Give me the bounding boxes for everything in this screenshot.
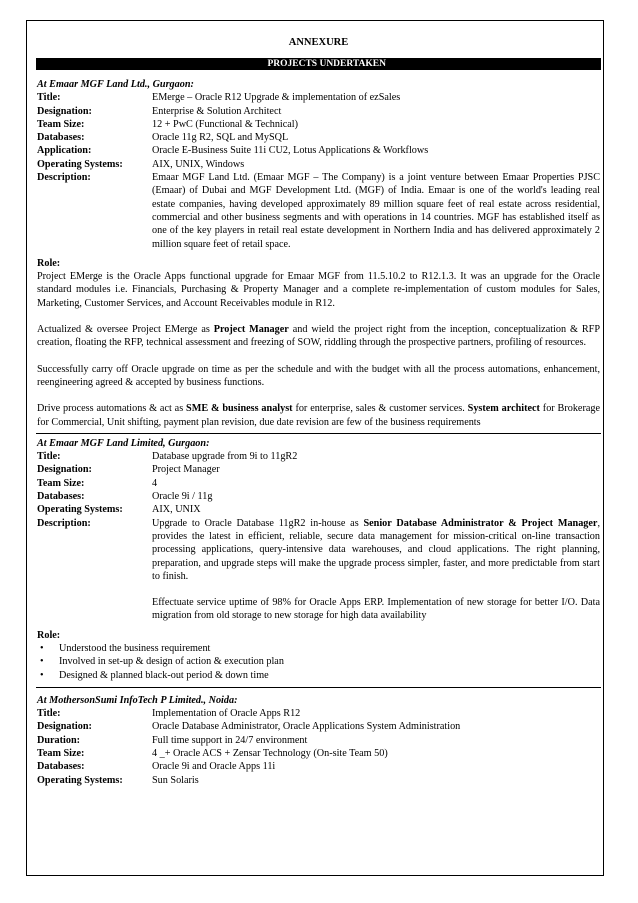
field-value: Oracle 9i / 11g xyxy=(152,491,213,503)
field-label: Team Size: xyxy=(37,477,85,489)
role-paragraph: Successfully carry off Oracle upgrade on time as per the schedule and with the budget with all the process automations, enhancement, reengineering agreed & accepted by business functions. xyxy=(37,363,600,388)
field-application xyxy=(37,144,600,157)
field-team-size xyxy=(37,747,600,760)
role-paragraph: Project EMerge is the Oracle Apps functional upgrade for Emaar MGF from 11.5.10.2 to R12.1.3. It was an upgrade for the Oracle standard modules i.e. Financials, Purchasing & Property Manager and a complete re-implementation of custom modules for Sales, Marketing, Customer Services, and Account Receivables module in R12. xyxy=(37,271,600,309)
field-label: Team Size: xyxy=(37,748,85,760)
field-designation xyxy=(37,105,600,118)
field-value: Sun Solaris xyxy=(152,774,199,786)
document-body xyxy=(37,36,600,787)
role-list xyxy=(37,642,600,682)
role-heading: Role: xyxy=(37,629,61,641)
projects-banner: PROJECTS UNDERTAKEN xyxy=(36,58,601,70)
field-value: AIX, UNIX, Windows xyxy=(152,158,245,170)
field-value: Upgrade to Oracle Database 11gR2 in-house as Senior Database Administrator & Project Manager, provides the latest in efficient, reliable, secure data management for mission-critical on-line transaction processing applications, query-intensive data warehouses, and cloud applications. The right planning, preparation, and upgrade steps will make the upgrade process simpler, faster, and more predictable from start to finish. Effectuate service uptime of 98% for Oracle Apps ERP. Implementation of new storage for better I/O. Data migration from old storage to new storage for high data availability xyxy=(152,517,600,622)
field-value: Database upgrade from 9i to 11gR2 xyxy=(152,451,298,463)
field-label: Title: xyxy=(37,92,61,104)
field-operating-systems xyxy=(37,158,600,171)
annexure-heading: ANNEXURE xyxy=(288,37,349,48)
field-label: Application: xyxy=(37,145,92,157)
company-heading: At MothersonSumi InfoTech P Limited., Noida: xyxy=(37,694,238,706)
field-team-size xyxy=(37,477,600,490)
field-description xyxy=(37,171,600,251)
section-divider xyxy=(36,687,601,688)
field-label: Operating Systems: xyxy=(37,158,123,170)
role-paragraph: Drive process automations & act as SME & business analyst for enterprise, sales & customer services. System architect for Brokerage for Commercial, Unit shifting, payment plan revision, due date revision are few of the business requirements xyxy=(37,403,600,428)
field-value: Full time support in 24/7 environment xyxy=(152,734,308,746)
field-value: Implementation of Oracle Apps R12 xyxy=(152,708,301,720)
field-label: Designation: xyxy=(37,721,92,733)
field-label: Operating Systems: xyxy=(37,504,123,516)
field-description xyxy=(37,517,600,623)
field-label: Designation: xyxy=(37,464,92,476)
field-label: Databases: xyxy=(37,761,85,773)
field-value: Oracle Database Administrator, Oracle Applications System Administration xyxy=(152,721,461,733)
list-item: • Understood the business requirement xyxy=(37,642,600,655)
field-label: Duration: xyxy=(37,734,81,746)
field-value: AIX, UNIX xyxy=(152,504,201,516)
field-operating-systems xyxy=(37,503,600,516)
field-value: Enterprise & Solution Architect xyxy=(152,105,282,117)
field-team-size xyxy=(37,118,600,131)
field-duration xyxy=(37,734,600,747)
field-title xyxy=(37,450,600,463)
field-label: Description: xyxy=(37,172,91,184)
field-label: Databases: xyxy=(37,132,85,144)
section-divider xyxy=(36,433,601,434)
field-operating-systems xyxy=(37,774,600,787)
company-heading: At Emaar MGF Land Ltd., Gurgaon: xyxy=(37,79,194,90)
field-label: Databases: xyxy=(37,491,85,503)
company-heading: At Emaar MGF Land Limited, Gurgaon: xyxy=(37,437,210,449)
field-value: 4 _+ Oracle ACS + Zensar Technology (On-site Team 50) xyxy=(152,748,388,760)
field-label: Description: xyxy=(37,517,91,529)
field-label: Title: xyxy=(37,708,61,720)
project-emaar-db-upgrade xyxy=(37,437,600,682)
project-emaar-emerge xyxy=(37,78,600,429)
field-label: Title: xyxy=(37,451,61,463)
field-label: Team Size: xyxy=(37,118,85,130)
field-value: Oracle 11g R2, SQL and MySQL xyxy=(152,132,289,144)
field-title xyxy=(37,91,600,104)
field-value: EMerge – Oracle R12 Upgrade & implementation of ezSales xyxy=(152,92,401,104)
field-databases xyxy=(37,131,600,144)
field-value: 4 xyxy=(152,477,158,489)
field-value: Emaar MGF Land Ltd. (Emaar MGF – The Company) is a joint venture between Emaar Properties PJSC (Emaar) of Dubai and MGF Development Ltd. (MGF) of India. Emaar is one of the world's leading real estate companies, having developed approximately 89 million square feet of real estate across residential, commercial and other business segments and with operations in 14 countries. MGF has established itself as one of the key players in retail real estate development in Northern India and has delivered approximately 2 million square feet of retail space. xyxy=(152,172,600,250)
field-value: 12 + PwC (Functional & Technical) xyxy=(152,118,299,130)
list-item: • Designed & planned black-out period & down time xyxy=(37,669,600,682)
field-label: Designation: xyxy=(37,105,92,117)
project-motherson xyxy=(37,694,600,787)
role-paragraph: Actualized & oversee Project EMerge as Project Manager and wield the project right from the inception, conceptualization & RFP creation, floating the RFP, technical assessment and freezing of SOW, riddling through the prospective partners, profiling of resources. xyxy=(37,324,600,349)
field-value: Oracle E-Business Suite 11i CU2, Lotus Applications & Workflows xyxy=(152,145,429,157)
field-databases xyxy=(37,490,600,503)
field-designation xyxy=(37,720,600,733)
field-databases xyxy=(37,760,600,773)
field-value: Oracle 9i and Oracle Apps 11i xyxy=(152,761,276,773)
field-label: Operating Systems: xyxy=(37,774,123,786)
field-value: Project Manager xyxy=(152,464,220,476)
field-title xyxy=(37,707,600,720)
field-designation xyxy=(37,463,600,476)
role-heading: Role: xyxy=(37,257,61,269)
list-item: • Involved in set-up & design of action & execution plan xyxy=(37,655,600,668)
